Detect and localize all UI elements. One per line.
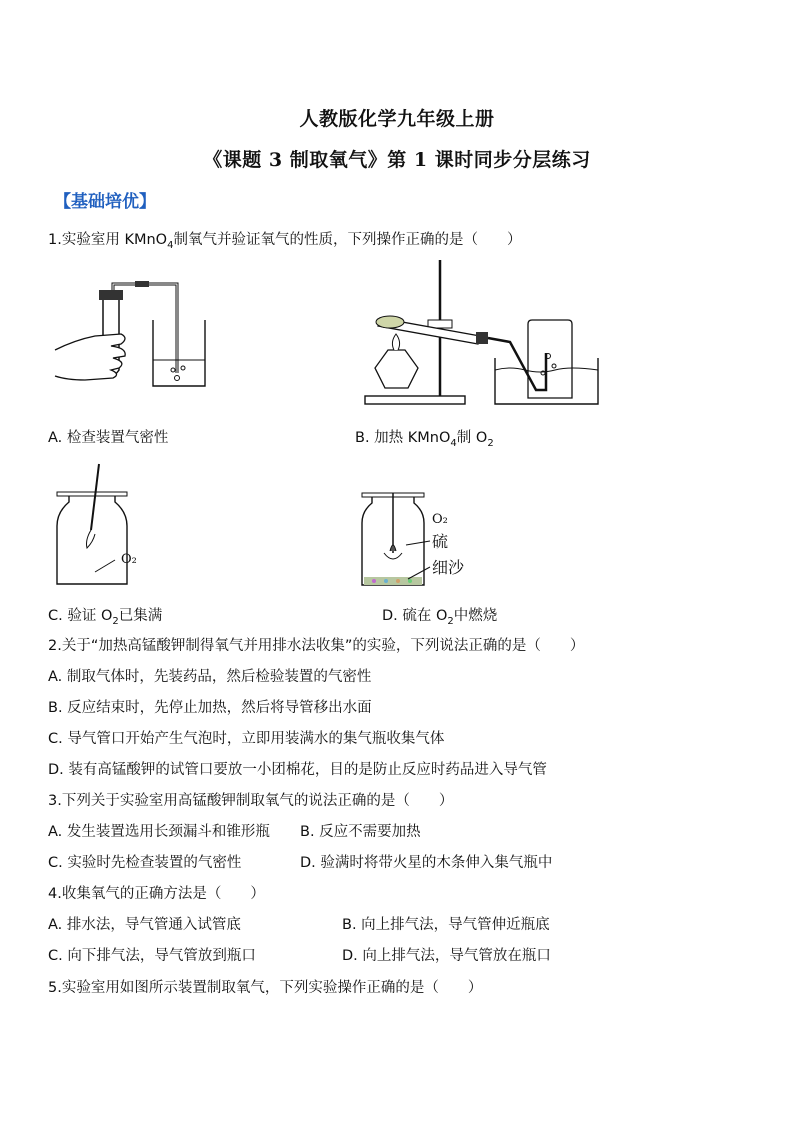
question-1-option-c: C. 验证 $O_2$已集满: [48, 608, 163, 627]
question-4-stem: 4.收集氧气的正确方法是（ ）: [48, 886, 265, 902]
figure-d-sulfur-label: 硫: [432, 532, 449, 551]
figure-c-o2-label: O₂: [121, 552, 137, 567]
question-4-option-c: C. 向下排气法，导气管放到瓶口: [48, 948, 256, 964]
question-1-option-d: D. 硫在 $O_2$中燃烧: [382, 608, 498, 627]
question-3-stem: 3.下列关于实验室用高锰酸钾制取氧气的说法正确的是（ ）: [48, 793, 454, 809]
question-4-option-d: D. 向上排气法，导气管放在瓶口: [342, 948, 551, 964]
question-4-option-a: A. 排水法，导气管通入试管底: [48, 917, 241, 933]
question-1-option-b: B. 加热 KMnO$_4$制 $O_2$: [355, 430, 494, 449]
figure-d-sulfur-combustion: [360, 493, 520, 588]
figure-b-heating-apparatus: [360, 258, 600, 408]
section-heading: 【基础培优】: [54, 192, 156, 212]
question-5-stem: 5.实验室用如图所示装置制取氧气，下列实验操作正确的是（ ）: [48, 980, 483, 996]
question-2-option-d: D. 装有高锰酸钾的试管口要放一小团棉花，目的是防止反应时药品进入导气管: [48, 762, 547, 778]
figure-c-jar-full-check: [55, 460, 205, 590]
question-1-stem: 1.实验室用 KMnO$_4$制氧气并验证氧气的性质，下列操作正确的是（ ）: [48, 232, 522, 251]
figure-d-sand-label: 细沙: [432, 558, 465, 577]
question-2-option-c: C. 导气管口开始产生气泡时，立即用装满水的集气瓶收集气体: [48, 731, 445, 747]
page-title: 人教版化学九年级上册: [299, 108, 495, 130]
question-1-option-a: A. 检查装置气密性: [48, 430, 169, 446]
question-2-stem: 2.关于“加热高锰酸钾制得氧气并用排水法收集”的实验，下列说法正确的是（ ）: [48, 638, 585, 654]
figure-a-airtightness-check: [55, 278, 215, 393]
question-4-option-b: B. 向上排气法，导气管伸近瓶底: [342, 917, 550, 933]
question-3-option-a: A. 发生装置选用长颈漏斗和锥形瓶: [48, 824, 270, 840]
figure-d-o2-label: O₂: [432, 512, 448, 527]
question-2-option-b: B. 反应结束时，先停止加热，然后将导管移出水面: [48, 700, 372, 716]
question-3-option-b: B. 反应不需要加热: [300, 824, 421, 840]
question-2-option-a: A. 制取气体时，先装药品，然后检验装置的气密性: [48, 669, 372, 685]
question-3-option-c: C. 实验时先检查装置的气密性: [48, 855, 242, 871]
question-3-option-d: D. 验满时将带火星的木条伸入集气瓶中: [300, 855, 553, 871]
page-subtitle: 《课题 3 制取氧气》第 1 课时同步分层练习: [203, 149, 591, 171]
